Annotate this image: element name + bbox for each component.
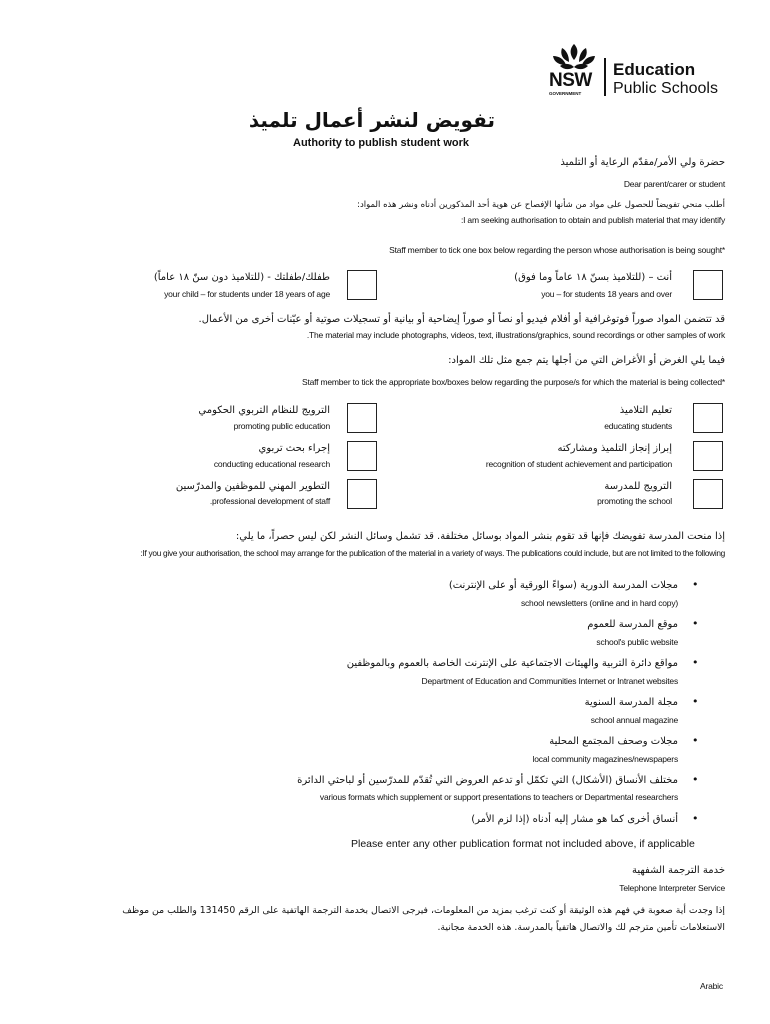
purpose-research-arabic: إجراء بحث تربوي xyxy=(258,443,330,454)
bullet-icon: • xyxy=(692,695,699,708)
checkbox-research[interactable] xyxy=(347,441,377,471)
publication-1-english: school newsletters (online and in hard copy) xyxy=(520,598,678,608)
title-arabic: تفويض لنشر أعمال تلميذ xyxy=(248,108,495,132)
intro-arabic: أطلب منحي تفويضاً للحصول على مواد من شأنها الإفصاح عن هوية أحد المذكورين أدناه ونشر هذه المواد: xyxy=(357,200,725,210)
person-child-english: your child – for students under 18 years of age xyxy=(164,289,330,299)
interpreter-title-english: Telephone Interpreter Service xyxy=(619,883,725,893)
publication-3-arabic: مواقع دائرة التربية والهيئات الاجتماعية على الإنترنت الخاصة بالعموم وبالموظفين xyxy=(346,658,678,669)
person-you-arabic: أنت – (للتلاميذ بسنّ ١٨ عاماً وما فوق) xyxy=(514,272,672,283)
footer-language: Arabic xyxy=(700,981,723,991)
purpose-heading-arabic: فيما يلي الغرض أو الأغراض التي من أجلها يتم جمع مثل تلك المواد: xyxy=(448,355,725,366)
checkbox-prof-dev[interactable] xyxy=(347,479,377,509)
publication-2-arabic: موقع المدرسة للعموم xyxy=(587,619,678,630)
publications-intro-english: If you give your authorisation, the school may arrange for the publication of the material in a variety of ways. The publications could include, but are not limited to the following: xyxy=(140,548,725,558)
logo-education: Education xyxy=(613,60,696,79)
government-wordmark: GOVERNMENT xyxy=(549,91,582,96)
publication-2-english: school's public website xyxy=(596,637,678,647)
purpose-research-english: conducting educational research xyxy=(213,459,330,469)
staff-note-purpose: *Staff member to tick the appropriate box/boxes below regarding the purpose/s for which the material is being collected xyxy=(301,377,725,387)
salutation-english: Dear parent/carer or student xyxy=(623,179,725,189)
person-child-arabic: طفلك/طفلتك - (للتلاميذ دون سنّ ١٨ عاماً) xyxy=(153,272,330,283)
interpreter-text-line2: الاستعلامات تأمين مترجم لك والاتصال هاتفياً بالمدرسة. هذه الخدمة مجانية. xyxy=(437,922,725,933)
bullet-icon: • xyxy=(692,656,699,669)
checkbox-you[interactable] xyxy=(693,270,723,300)
purpose-educating-arabic: تعليم التلاميذ xyxy=(619,405,672,416)
title-english: Authority to publish student work xyxy=(293,137,469,149)
publications-intro-arabic: إذا منحت المدرسة تفويضك فإنها قد تقوم بنشر المواد بوسائل مختلفة. قد تشمل وسائل النشر لكن ليس حصراً، ما يلي: xyxy=(235,531,725,542)
publication-3-english: Department of Education and Communities Internet or Intranet websites xyxy=(421,676,678,686)
bullet-icon: • xyxy=(692,617,699,630)
purpose-school-arabic: الترويج للمدرسة xyxy=(604,481,672,492)
publication-4-arabic: مجلة المدرسة السنوية xyxy=(584,697,678,708)
other-format-note: Please enter any other publication format not included above, if applicable xyxy=(351,838,695,850)
purpose-school-english: promoting the school xyxy=(597,496,672,506)
intro-english: I am seeking authorisation to obtain and publish material that may identify: xyxy=(460,215,725,225)
interpreter-text-line1: إذا وجدت أية صعوبة في فهم هذه الوثيقة أو كنت ترغب بمزيد من المعلومات، فيرجى الاتصال بخدمة الترجمة الهاتفية على الرقم 131450 والطلب من موظف xyxy=(122,905,725,916)
bullet-icon: • xyxy=(692,734,699,747)
logo-public-schools: Public Schools xyxy=(613,80,718,97)
purpose-recognition-english: recognition of student achievement and participation xyxy=(485,459,672,469)
logo-divider xyxy=(604,58,606,96)
publication-1-arabic: مجلات المدرسة الدورية (سواءً الورقية أو على الإنترنت) xyxy=(448,580,678,591)
publication-4-english: school annual magazine xyxy=(590,715,678,725)
person-you-english: you – for students 18 years and over xyxy=(541,289,672,299)
material-english: The material may include photographs, videos, text, illustrations/graphics, sound recordings or other samples of work. xyxy=(306,330,725,340)
purpose-public-ed-english: promoting public education xyxy=(233,421,330,431)
purpose-prof-dev-english: professional development of staff. xyxy=(209,496,330,506)
checkbox-promoting-school[interactable] xyxy=(693,479,723,509)
checkbox-recognition[interactable] xyxy=(693,441,723,471)
publication-6-english: various formats which supplement or support presentations to teachers or Departmental researchers xyxy=(319,792,678,802)
publication-7-arabic: أنساق أخرى كما هو مشار إليه أدناه (إذا لزم الأمر) xyxy=(471,814,678,825)
checkbox-public-education[interactable] xyxy=(347,403,377,433)
bullet-icon: • xyxy=(692,812,699,825)
checkbox-educating[interactable] xyxy=(693,403,723,433)
purpose-prof-dev-arabic: التطوير المهني للموظفين والمدرّسين xyxy=(175,481,330,492)
purpose-recognition-arabic: إبراز إنجاز التلميذ ومشاركته xyxy=(557,443,672,454)
interpreter-title-arabic: خدمة الترجمة الشفهية xyxy=(632,865,725,876)
publication-6-arabic: مختلف الأنساق (الأشكال) التي تكمّل أو تدعم العروض التي تُقدّم للمدرّسين أو لباحثي الدائرة xyxy=(297,775,678,786)
nsw-wordmark: NSW xyxy=(549,70,592,91)
salutation-arabic: حضرة ولي الأمر/مقدّم الرعاية أو التلميذ xyxy=(560,157,725,168)
publication-5-arabic: مجلات وصحف المجتمع المحلية xyxy=(549,736,678,747)
staff-note-person: *Staff member to tick one box below regarding the person whose authorisation is being sought xyxy=(389,245,725,255)
purpose-educating-english: educating students xyxy=(604,421,672,431)
bullet-icon: • xyxy=(692,578,699,591)
material-arabic: قد تتضمن المواد صوراً فوتوغرافية أو أفلام فيديو أو نصاً أو صوراً إيضاحية أو بيانية أو تسجيلات صوتية أو عيّنات أخرى من الأعمال. xyxy=(198,314,725,325)
bullet-icon: • xyxy=(692,773,699,786)
publication-5-english: local community magazines/newspapers xyxy=(532,754,678,764)
checkbox-child[interactable] xyxy=(347,270,377,300)
purpose-public-ed-arabic: الترويج للنظام التربوي الحكومي xyxy=(198,405,330,416)
